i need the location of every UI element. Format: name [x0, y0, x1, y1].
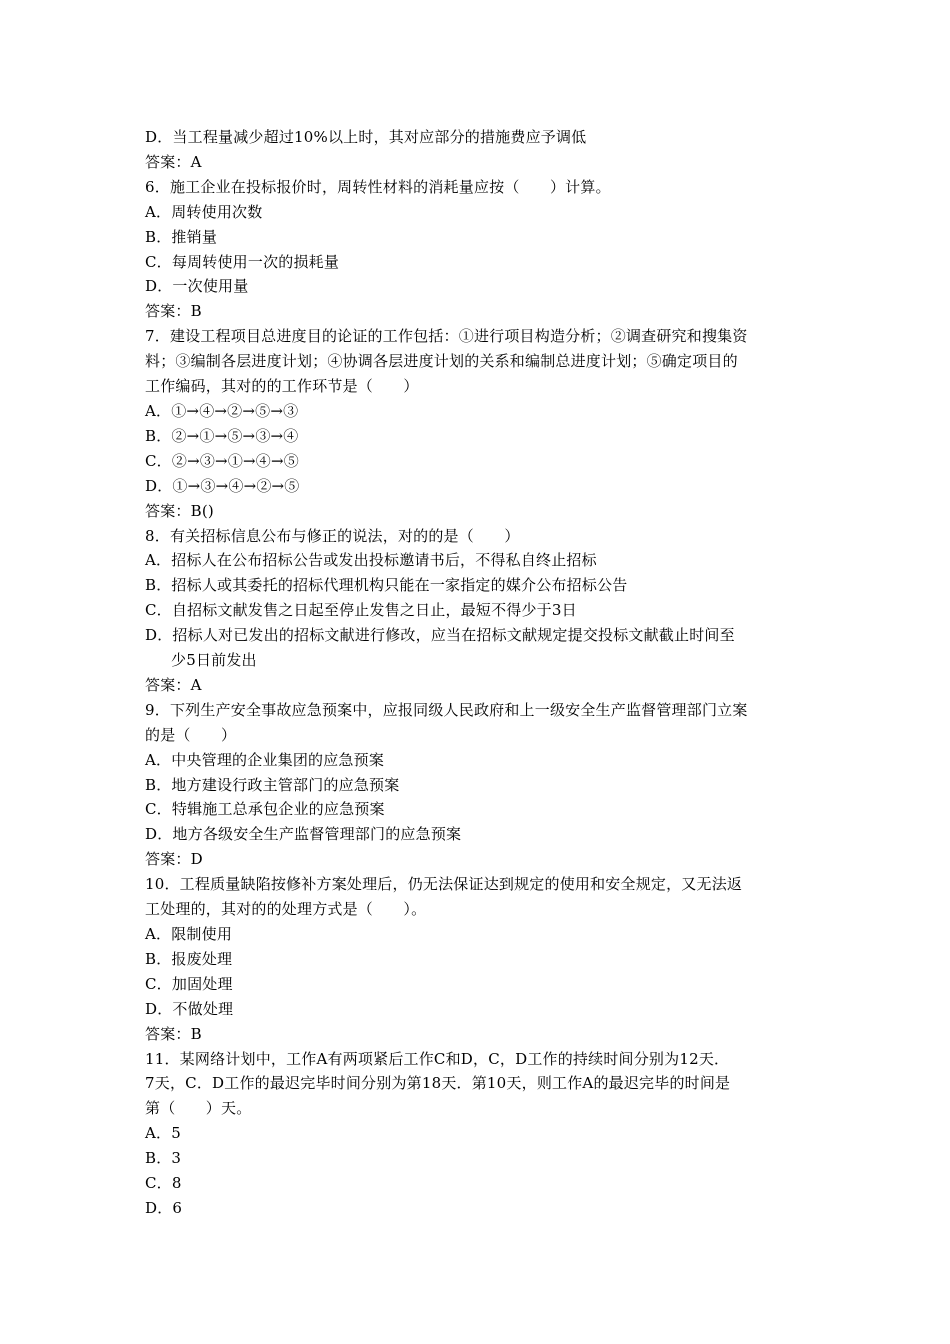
question-8: 8．有关招标信息公布与修正的说法，对的的是（ ）: [145, 526, 520, 545]
option-b-q11: B．3: [145, 1149, 182, 1168]
option-d-q8-line-2: 少5日前发出: [171, 651, 257, 670]
option-c-q8: C．自招标文献发售之日起至停止发售之日止，最短不得少于3日: [145, 601, 577, 620]
option-d-q5: D．当工程量减少超过10%以上时，其对应部分的措施费应予调低: [145, 128, 587, 146]
answer-q6: 答案：B: [145, 302, 202, 321]
question-11-line-3: 第（ ）天。: [145, 1099, 252, 1118]
answer-q8: 答案：A: [145, 675, 202, 694]
option-a-q9: A．中央管理的企业集团的应急预案: [145, 750, 385, 769]
option-d-q8-line-1: D．招标人对已发出的招标文献进行修改，应当在招标文献规定提交投标文献截止时间至: [145, 626, 735, 645]
question-7-line-2: 料；③编制各层进度计划；④协调各层进度计划的关系和编制总进度计划；⑤确定项目的: [145, 352, 738, 371]
option-c-q6: C．每周转使用一次的损耗量: [145, 252, 340, 271]
option-c-q11: C．8: [145, 1174, 182, 1193]
option-b-q8: B．招标人或其委托的招标代理机构只能在一家指定的媒介公布招标公告: [145, 576, 628, 595]
question-9-line-2: 的是（ ）: [145, 725, 237, 744]
answer-q7: 答案：B(): [145, 501, 214, 520]
option-c-q9: C．特辑施工总承包企业的应急预案: [145, 800, 385, 819]
question-10-line-2: 工处理的，其对的的处理方式是（ ）。: [145, 900, 427, 919]
question-11-line-2: 7天，C．D工作的最迟完毕时间分别为第18天．第10天，则工作A的最迟完毕的时间是: [145, 1074, 731, 1093]
option-a-q11: A．5: [145, 1124, 181, 1143]
option-a-q7: A．①→④→②→⑤→③: [145, 401, 299, 420]
option-d-q9: D．地方各级安全生产监督管理部门的应急预案: [145, 825, 462, 844]
option-d-q10: D．不做处理: [145, 999, 234, 1018]
option-a-q6: A．周转使用次数: [145, 202, 263, 221]
option-b-q9: B．地方建设行政主管部门的应急预案: [145, 775, 400, 794]
answer-q10: 答案：B: [145, 1024, 202, 1043]
option-c-q7: C．②→③→①→④→⑤: [145, 451, 299, 470]
question-11-line-1: 11．某网络计划中，工作A有两项紧后工作C和D，C，D工作的持续时间分别为12天．: [145, 1049, 730, 1068]
option-d-q11: D．6: [145, 1198, 183, 1217]
option-d-q6: D．一次使用量: [145, 277, 249, 296]
option-d-q7: D．①→③→④→②→⑤: [145, 476, 300, 495]
option-c-q10: C．加固处理: [145, 974, 233, 993]
option-a-q10: A．限制使用: [145, 925, 233, 943]
question-6: 6．施工企业在投标报价时，周转性材料的消耗量应按（ ）计算。: [145, 177, 611, 196]
answer-q5: 答案：A: [145, 152, 202, 171]
answer-q9: 答案：D: [145, 850, 203, 869]
option-b-q10: B．报废处理: [145, 949, 233, 968]
question-10-line-1: 10．工程质量缺陷按修补方案处理后，仍无法保证达到规定的使用和安全规定，又无法返: [145, 875, 743, 894]
question-7-line-3: 工作编码，其对的的工作环节是（ ）: [145, 377, 419, 396]
question-9-line-1: 9．下列生产安全事故应急预案中，应报同级人民政府和上一级安全生产监督管理部门立案: [145, 700, 748, 719]
option-b-q6: B．推销量: [145, 227, 218, 246]
question-7-line-1: 7．建设工程项目总进度目的论证的工作包括：①进行项目构造分析；②调查研究和搜集资: [145, 327, 748, 346]
document-page: [145, 125, 815, 1221]
option-a-q8: A．招标人在公布招标公告或发出投标邀请书后，不得私自终止招标: [145, 551, 597, 570]
option-b-q7: B．②→①→⑤→③→④: [145, 426, 299, 445]
